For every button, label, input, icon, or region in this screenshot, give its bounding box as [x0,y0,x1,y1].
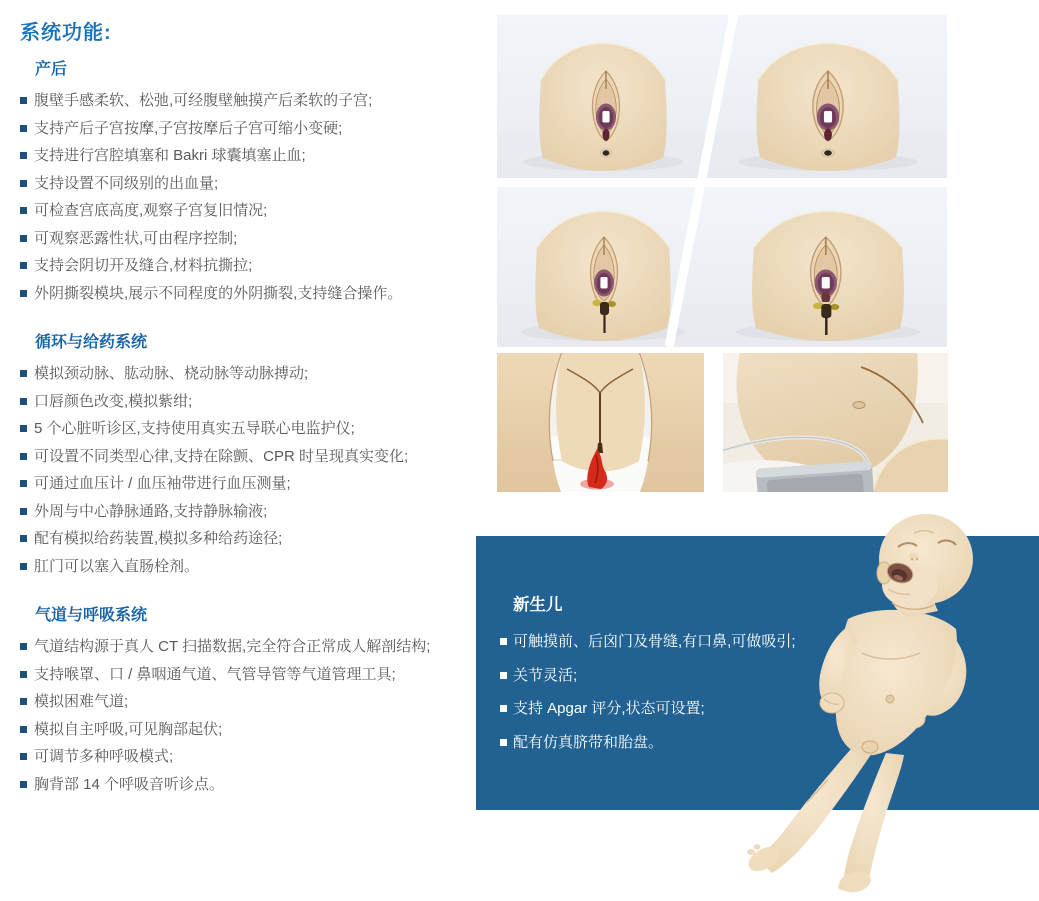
feature-item [14,443,482,471]
bullet-square-icon [20,425,27,432]
feature-item [14,415,482,443]
bullet-square-icon [20,453,27,460]
bleeding-simulation-image [497,353,704,492]
feature-text: 肛门可以塞入直肠栓剂。 [34,557,200,575]
feature-item [14,170,482,198]
feature-item [14,280,482,308]
feature-item [14,388,482,416]
feature-item [14,633,482,661]
photo-delivery-bleeding [497,353,704,492]
photo-perineum-model-2 [709,15,947,178]
bullet-square-icon [20,207,27,214]
bullet-square-icon [20,563,27,570]
bullet-square-icon [20,508,27,515]
feature-text: 支持设置不同级别的出血量; [34,174,219,192]
feature-item [14,87,482,115]
newborn-baby-image [742,503,982,895]
feature-list-circulation [14,360,482,580]
section-heading-airway: 气道与呼吸系统 [35,607,148,624]
torso-drainage-image [723,353,948,492]
perineum-model-image [709,187,947,347]
section-airway [14,605,482,798]
section-circulation [14,332,482,580]
newborn-text: 可触摸前、后囟门及骨缝,有口鼻,可做吸引; [513,633,796,650]
bullet-square-icon [500,705,507,712]
newborn-text: 配有仿真脐带和胎盘。 [513,733,664,751]
photo-perineum-model-1 [497,15,709,178]
feature-item [14,716,482,744]
feature-text: 模拟颈动脉、肱动脉、桡动脉等动脉搏动; [34,365,309,382]
feature-item [14,525,482,553]
feature-text: 支持产后子宫按摩,子宫按摩后子宫可缩小变硬; [34,119,343,137]
bullet-square-icon [20,370,27,377]
perineum-model-image [497,15,709,178]
feature-item [14,197,482,225]
feature-item [14,688,482,716]
bullet-square-icon [20,262,27,269]
feature-text: 模拟困难气道; [34,693,129,710]
page-title: 系统功能: [20,22,112,44]
feature-text: 支持喉罩、口 / 鼻咽通气道、气管导管等气道管理工具; [34,665,396,683]
bullet-square-icon [500,638,507,645]
feature-item [14,225,482,253]
bullet-square-icon [20,290,27,297]
perineum-model-image [709,15,947,178]
feature-text: 配有模拟给药装置,模拟多种给药途径; [34,530,283,547]
feature-item [14,553,482,581]
feature-item [14,470,482,498]
feature-item [14,743,482,771]
bullet-square-icon [20,671,27,678]
feature-text: 口唇颜色改变,模拟紫绀; [34,392,193,410]
baby-manikin-graphic [742,503,982,895]
bullet-square-icon [20,125,27,132]
feature-item [14,360,482,388]
section-heading-postpartum: 产后 [35,61,68,78]
features-column [14,20,482,798]
feature-item [14,115,482,143]
bullet-square-icon [20,643,27,650]
newborn-text: 关节灵活; [513,666,578,684]
bullet-square-icon [20,97,27,104]
feature-text: 可设置不同类型心律,支持在除颤、CPR 时呈现真实变化; [34,447,409,465]
bullet-square-icon [20,726,27,733]
feature-item [14,771,482,799]
photo-perineum-model-lochia-2 [709,187,947,347]
bullet-square-icon [20,180,27,187]
feature-text: 5 个心脏听诊区,支持使用真实五导联心电监护仪; [34,420,355,437]
feature-list-airway [14,633,482,798]
newborn-text: 支持 Apgar 评分,状态可设置; [513,700,705,717]
bullet-square-icon [20,152,27,159]
bullet-square-icon [500,672,507,679]
feature-text: 腹壁手感柔软、松弛,可经腹壁触摸产后柔软的子宫; [34,92,373,109]
bullet-square-icon [20,480,27,487]
photo-torso-drainage [723,353,948,492]
section-heading-circulation: 循环与给药系统 [35,334,148,351]
feature-text: 胸背部 14 个呼吸音听诊点。 [34,775,225,793]
bullet-square-icon [20,781,27,788]
newborn-heading: 新生儿 [513,596,563,614]
bullet-square-icon [20,698,27,705]
bullet-square-icon [20,753,27,760]
feature-text: 支持会阴切开及缝合,材料抗撕拉; [34,257,253,274]
feature-text: 可调节多种呼吸模式; [34,748,174,765]
feature-text: 气道结构源于真人 CT 扫描数据,完全符合正常成人解剖结构; [34,638,431,655]
feature-text: 外阴撕裂模块,展示不同程度的外阴撕裂,支持缝合操作。 [34,284,403,302]
feature-list-postpartum [14,87,482,307]
section-postpartum [14,59,482,307]
feature-text: 可观察恶露性状,可由程序控制; [34,229,238,247]
bullet-square-icon [20,235,27,242]
bullet-square-icon [20,398,27,405]
feature-item [14,142,482,170]
feature-text: 可通过血压计 / 血压袖带进行血压测量; [34,475,291,492]
feature-item [14,661,482,689]
bullet-square-icon [20,535,27,542]
feature-item [14,498,482,526]
feature-text: 支持进行宫腔填塞和 Bakri 球囊填塞止血; [34,147,306,164]
feature-item [14,252,482,280]
bullet-square-icon [500,739,507,746]
feature-text: 外周与中心静脉通路,支持静脉输液; [34,502,268,520]
feature-text: 可检查宫底高度,观察子宫复旧情况; [34,202,268,219]
feature-text: 模拟自主呼吸,可见胸部起伏; [34,720,223,738]
